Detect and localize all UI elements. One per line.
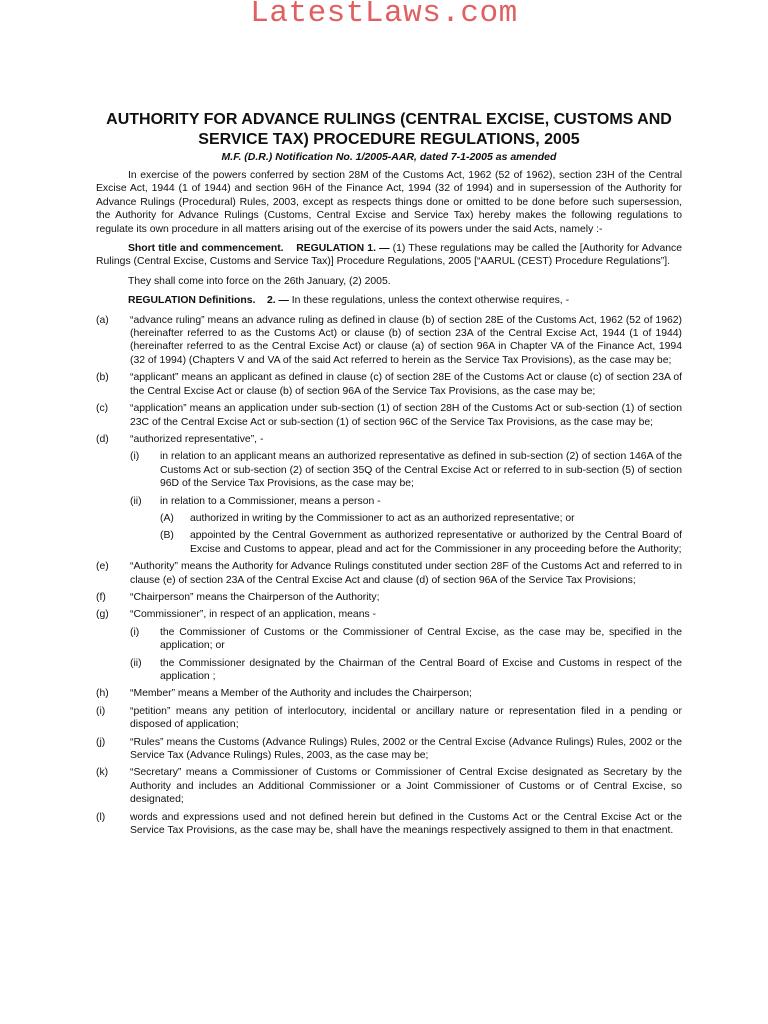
definition-label: (a)	[96, 314, 109, 326]
definition-text: “Commissioner”, in respect of an application, means -	[130, 609, 377, 621]
regulation-2-number: 2. —	[266, 295, 289, 307]
definition-text: “Secretary” means a Commissioner of Customs or Commissioner of Central Excise designated as Secretary by the Authority and includes an Additional Commissioner or a Joint Commissioner of Customs or of Central Excise, so designated;	[130, 767, 682, 806]
definition-label: (h)	[96, 688, 109, 700]
preamble-paragraph: In exercise of the powers conferred by section 28M of the Customs Act, 1962 (52 of 1962), section 23H of the Central Excise Act, 1944 (1 of 1944) and section 96H of the Finance Act, 1994 (32 of 1994) and in supersession of the Authority for Advance Rulings (Procedural) Rules, 2003, except as respects things done or omitted to be done before such supersession, the Authority for Advance Rulings (Customs, Central Excise and Service Tax) hereby makes the following regulations to regulate its own procedure in all matters arising out of the exercise of its powers under the said Acts, namely :-	[96, 170, 682, 235]
definition-label: (ii)	[130, 495, 142, 507]
definition-item	[96, 736, 682, 763]
definition-text: in relation to a Commissioner, means a person -	[160, 495, 381, 507]
regulation-1-text: (1) These regulations may be called the [Authority for Advance Rulings (Central Excise, Customs and Service Tax)] Procedure Regulations, 2005 [“AARUL (CEST) Procedure Regulations”].	[96, 243, 683, 268]
regulation-1-paragraph	[96, 242, 682, 269]
definitions-heading: REGULATION Definitions.	[128, 295, 256, 307]
definition-text: “applicant” means an applicant as defined in clause (c) of section 28E of the Customs Act or clause (c) of section 23A of the Central Excise Act or clause (b) of section 96A of the Service Tax Provisions, as the case may be;	[130, 372, 682, 397]
definition-item	[96, 687, 682, 700]
definition-item	[96, 402, 682, 429]
definition-text: “application” means an application under sub-section (1) of section 28H of the Customs Act or sub-section (1) of section 23C of the Central Excise Act or sub-section (1) of section 96C of the Service Tax Provisions, as the case may be;	[130, 403, 682, 428]
definition-text: “Rules” means the Customs (Advance Rulings) Rules, 2002 or the Central Excise (Advance Rulings) Rules, 2002 or the Service Tax (Advance Rulings) Rules, 2003, as the case may be;	[130, 736, 682, 762]
short-title-heading: Short title and commencement.	[128, 243, 284, 255]
definition-label: (e)	[96, 561, 109, 573]
document-page	[96, 110, 682, 841]
definition-label: (A)	[160, 512, 174, 524]
definition-label: (B)	[160, 530, 174, 542]
definition-item	[96, 657, 682, 684]
document-title: AUTHORITY FOR ADVANCE RULINGS (CENTRAL EXCISE, CUSTOMS AND SERVICE TAX) PROCEDURE REGULATIONS, 2005	[106, 111, 672, 148]
regulation-2-paragraph	[96, 294, 682, 307]
definition-text: “petition” means any petition of interlocutory, incidental or ancillary nature or representation filed in a pending or disposed of application;	[130, 705, 682, 731]
definition-text: authorized in writing by the Commissioner to act as an authorized representative; or	[190, 512, 575, 524]
definition-item	[96, 591, 682, 604]
definition-item	[96, 495, 682, 508]
definition-label: (j)	[96, 736, 106, 748]
definition-text: “authorized representative”, -	[130, 433, 264, 445]
definition-text: “advance ruling” means an advance ruling as defined in clause (b) of section 28E of the Customs Act, 1962 (52 of 1962) (hereinafter referred to as the Customs Act) or clause (b) of section 23A of the Central Excise Act, 1944 (1 of 1944) (hereinafter referred to as the Central Excise Act) or clause (a) of section 96A in Chapter VA of the Finance Act, 1994 (32 of 1994) (Chapters V and VA of the said Act referred to herein as the Service Tax Provisions), as the case may be;	[130, 314, 682, 366]
definition-label: (f)	[96, 591, 106, 603]
definition-label: (g)	[96, 609, 109, 621]
definition-label: (i)	[96, 705, 106, 717]
definition-text: the Commissioner of Customs or the Commissioner of Central Excise, as the case may be, specified in the application; or	[160, 626, 682, 652]
definition-text: “Chairperson” means the Chairperson of the Authority;	[130, 591, 380, 603]
definition-item	[96, 705, 682, 732]
commencement-line: They shall come into force on the 26th January, (2) 2005.	[128, 275, 391, 287]
definition-text: appointed by the Central Government as authorized representative or authorized by the Central Board of Excise and Customs to appear, plead and act for the Commissioner in any proceeding before the Authority;	[190, 530, 682, 555]
definition-item	[96, 512, 682, 525]
definition-text: “Authority” means the Authority for Advance Rulings constituted under section 28F of the Customs Act and referred to in clause (e) of section 23A of the Central Excise Act and clause (d) of section 96A of the Service Tax Provisions;	[130, 561, 682, 586]
definition-item	[96, 450, 682, 490]
definition-item	[96, 626, 682, 653]
definition-label: (i)	[130, 451, 140, 463]
watermark-logo: LatestLaws.com	[250, 0, 518, 31]
definition-item	[96, 811, 682, 838]
definition-label: (i)	[130, 626, 140, 638]
definition-item	[96, 529, 682, 556]
definition-item	[96, 766, 682, 806]
definition-label: (l)	[96, 811, 106, 823]
definition-text: the Commissioner designated by the Chairman of the Central Board of Excise and Customs in respect of the application ;	[160, 657, 682, 682]
definition-item	[96, 314, 682, 368]
definition-label: (c)	[96, 403, 109, 415]
notification-subtitle: M.F. (D.R.) Notification No. 1/2005-AAR, dated 7-1-2005 as amended	[221, 151, 557, 163]
definition-item	[96, 608, 682, 621]
definition-text: in relation to an applicant means an authorized representative as defined in sub-section (2) of section 146A of the Customs Act or sub-section (2) of section 35Q of the Central Excise Act or referred to in sub-section (5) of section 96D of the Service Tax Provisions, as the case may be;	[160, 451, 682, 490]
definition-text: “Member” means a Member of the Authority and includes the Chairperson;	[130, 688, 472, 700]
definition-label: (d)	[96, 433, 109, 445]
definition-item	[96, 560, 682, 587]
regulation-2-text: In these regulations, unless the context otherwise requires, -	[288, 295, 570, 307]
definition-label: (k)	[96, 767, 109, 779]
regulation-1-number: REGULATION 1. —	[296, 243, 390, 255]
definition-label: (ii)	[130, 657, 142, 669]
definition-text: words and expressions used and not defined herein but defined in the Customs Act or the Central Excise Act or the Service Tax Provisions, as the case may be, shall have the meanings respectively assigned to them in that enactment.	[130, 811, 682, 837]
definition-item	[96, 371, 682, 398]
definition-label: (b)	[96, 372, 109, 384]
definitions-list	[96, 314, 682, 838]
definition-item	[96, 433, 682, 446]
